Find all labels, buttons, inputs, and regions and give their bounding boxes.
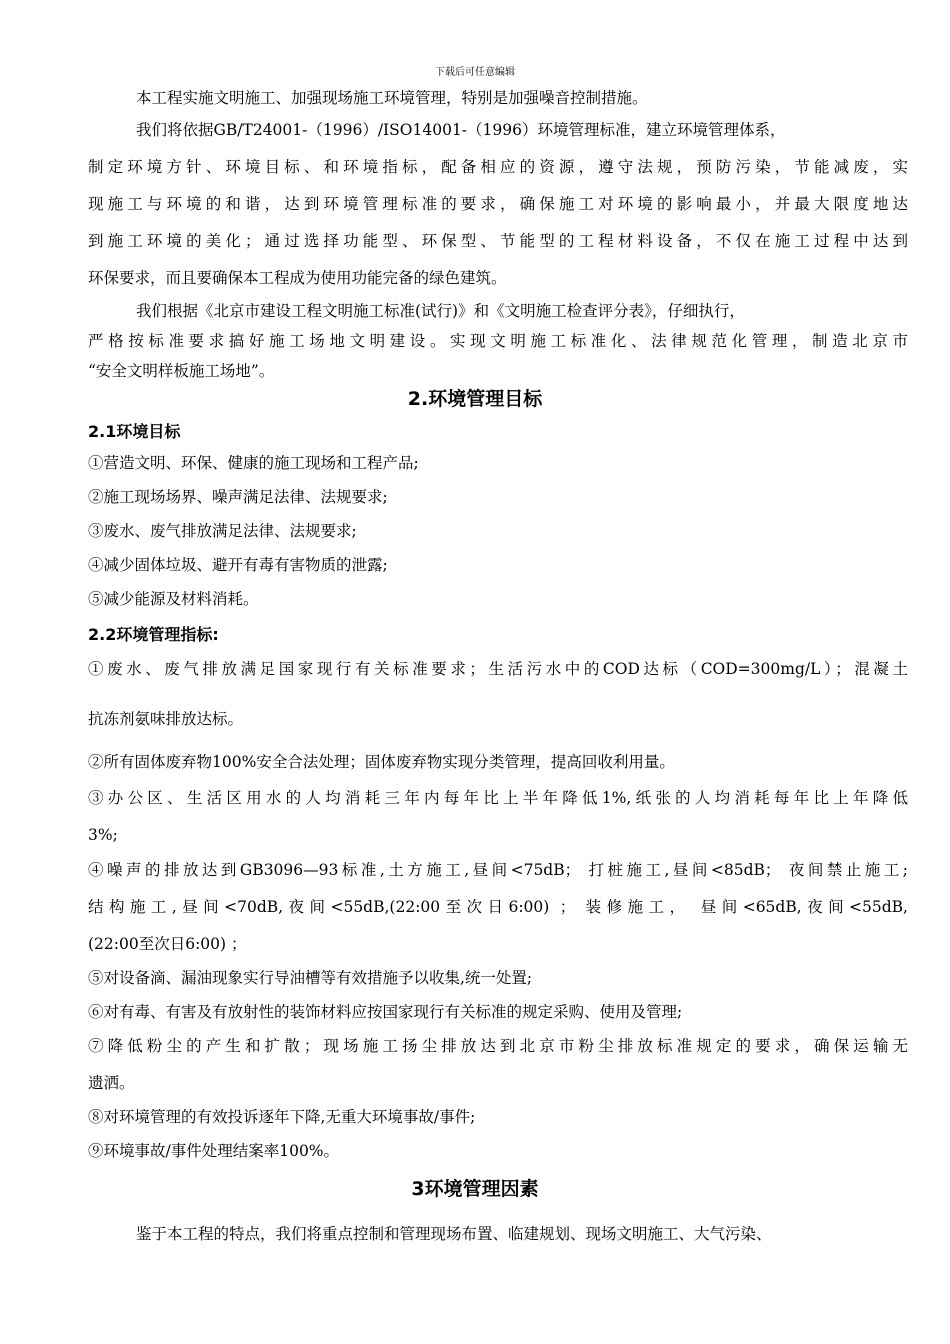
- intro-p2-line-4: 到施工环境的美化；通过选择功能型、环保型、节能型的工程材料设备，不仅在施工过程中达到: [88, 232, 908, 250]
- intro-p3-line-2: 严格按标准要求搞好施工场地文明建设。实现文明施工标准化、法律规范化管理，制造北京市: [88, 332, 908, 350]
- list-item: ⑧对环境管理的有效投诉逐年下降,无重大环境事故/事件;: [88, 1108, 476, 1126]
- intro-p2-line-1: 我们将依据GB/T24001-（1996）/ISO14001-（1996）环境管理标准，建立环境管理体系，: [136, 121, 786, 139]
- list-item: 遗洒。: [88, 1074, 135, 1092]
- list-item: 3%;: [88, 826, 118, 844]
- intro-p3-line-1: 我们根据《北京市建设工程文明施工标准(试行)》和《文明施工检查评分表》，仔细执行，: [136, 302, 745, 320]
- section-3-title: 3环境管理因素: [411, 1178, 539, 1200]
- intro-p1-line: 本工程实施文明施工、加强现场施工环境管理，特别是加强噪音控制措施。: [136, 89, 648, 107]
- section-3-p1-line: 鉴于本工程的特点，我们将重点控制和管理现场布置、临建规划、现场文明施工、大气污染、: [136, 1225, 772, 1243]
- list-item: ②施工现场场界、噪声满足法律、法规要求;: [88, 488, 388, 506]
- header-note: 下载后可任意编辑: [435, 67, 515, 78]
- list-item: ③办公区、生活区用水的人均消耗三年内每年比上半年降低1%,纸张的人均消耗每年比上年降低: [88, 789, 908, 807]
- section-2-1-title: 2.1环境目标: [88, 422, 181, 441]
- list-item: ⑤减少能源及材料消耗。: [88, 590, 259, 608]
- list-item: ⑨环境事故/事件处理结案率100%。: [88, 1142, 340, 1160]
- list-item: 结构施工,昼间<70dB,夜间<55dB,(22:00至次日6:00) ； 装修施工， 昼间<65dB,夜间<55dB,: [88, 898, 908, 916]
- intro-p2-line-3: 现施工与环境的和谐，达到环境管理标准的要求，确保施工对环境的影响最小，并最大限度地达: [88, 195, 908, 213]
- list-item: ④减少固体垃圾、避开有毒有害物质的泄露;: [88, 556, 388, 574]
- section-2-2-title: 2.2环境管理指标:: [88, 625, 219, 644]
- list-item: ④噪声的排放达到GB3096—93标准,土方施工,昼间<75dB； 打桩施工,昼间<85dB； 夜间禁止施工;: [88, 861, 908, 879]
- intro-p2-line-2: 制定环境方针、环境目标、和环境指标，配备相应的资源，遵守法规，预防污染，节能减废，实: [88, 158, 908, 176]
- list-item: ①营造文明、环保、健康的施工现场和工程产品;: [88, 454, 419, 472]
- intro-p3-line-3: “安全文明样板施工场地”。: [88, 362, 275, 380]
- list-item: (22:00至次日6:00) ；: [88, 935, 247, 953]
- list-item: ③废水、废气排放满足法律、法规要求;: [88, 522, 357, 540]
- list-item: 抗冻剂氨味排放达标。: [88, 710, 244, 728]
- intro-p2-line-5: 环保要求，而且要确保本工程成为使用功能完备的绿色建筑。: [88, 269, 507, 287]
- list-item: ⑥对有毒、有害及有放射性的装饰材料应按国家现行有关标准的规定采购、使用及管理;: [88, 1003, 683, 1021]
- list-item: ⑤对设备滴、漏油现象实行导油槽等有效措施予以收集,统一处置;: [88, 969, 533, 987]
- list-item: ②所有固体废弃物100%安全合法处理；固体废弃物实现分类管理，提高回收利用量。: [88, 753, 675, 771]
- section-2-title: 2.环境管理目标: [407, 388, 543, 410]
- list-item: ⑦降低粉尘的产生和扩散；现场施工扬尘排放达到北京市粉尘排放标准规定的要求，确保运输无: [88, 1037, 908, 1055]
- list-item: ①废水、废气排放满足国家现行有关标准要求；生活污水中的COD达标（COD=300mg/L）；混凝土: [88, 660, 908, 678]
